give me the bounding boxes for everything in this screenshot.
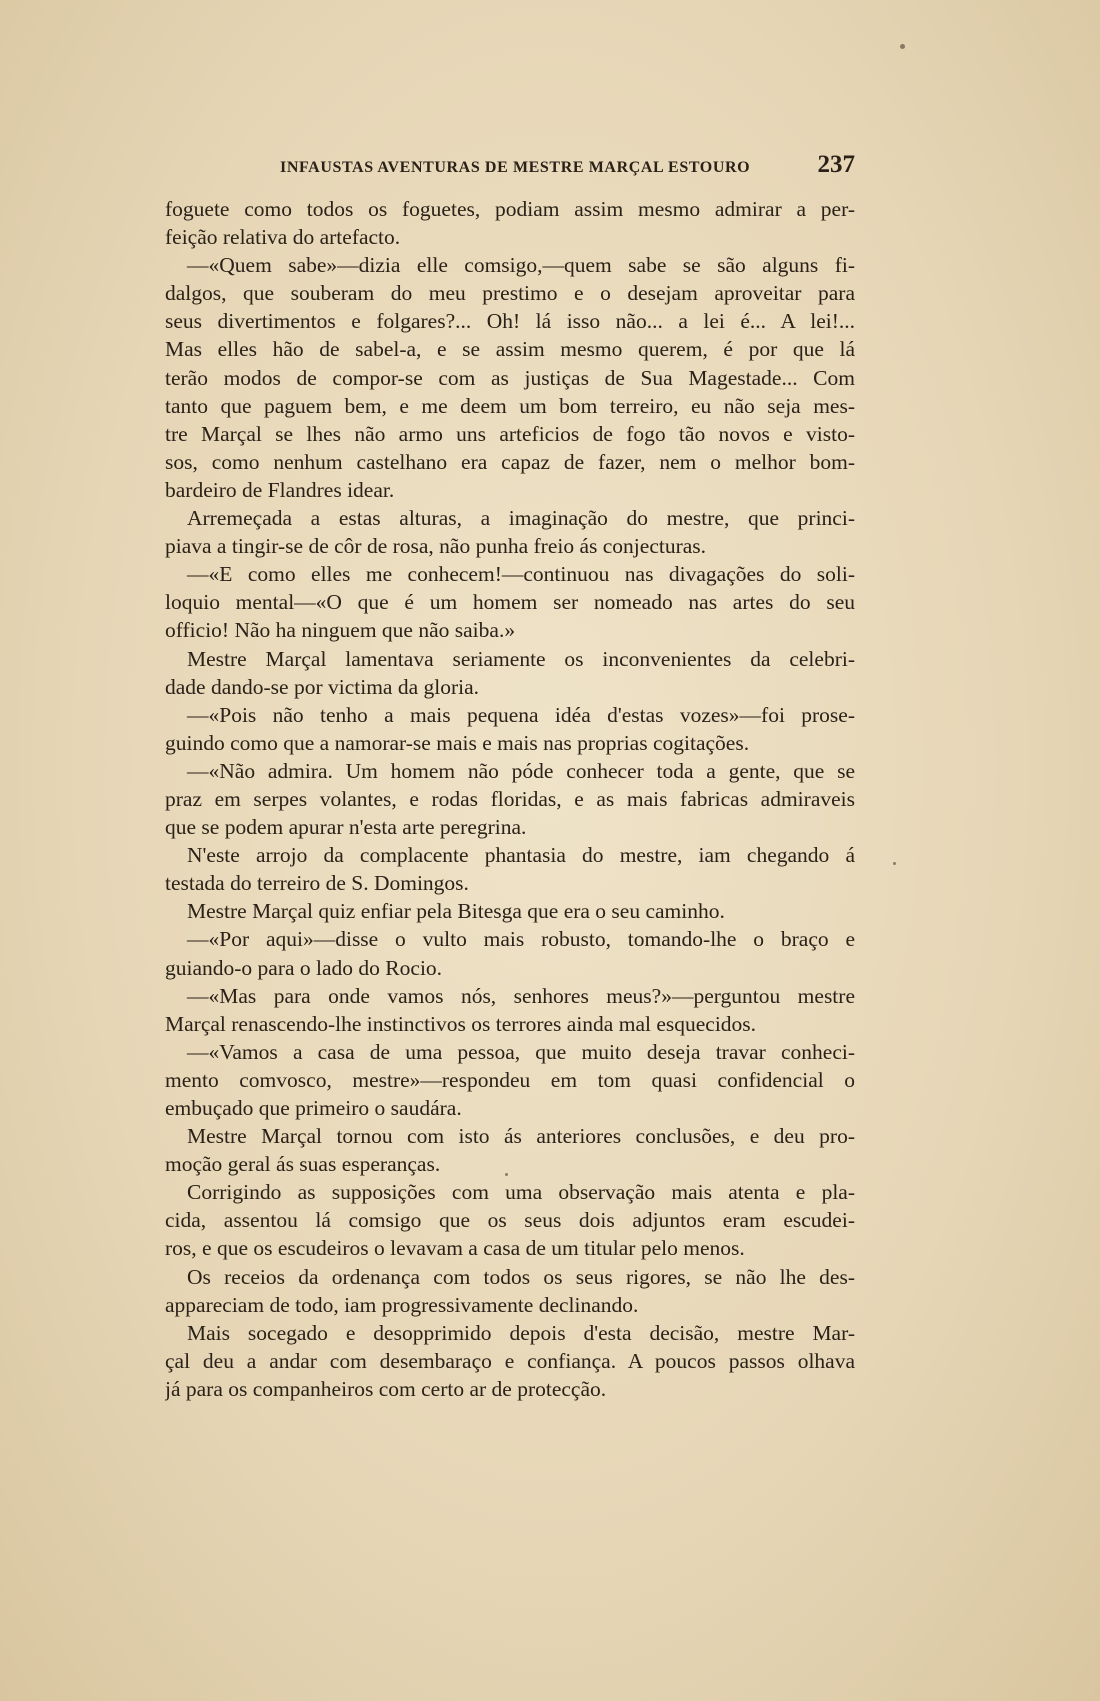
paper-speck (505, 1173, 508, 1176)
text-line: —«Pois não tenho a mais pequena idéa d'estas vozes»—foi prose- (187, 702, 855, 727)
text-line: feição relativa do artefacto. (165, 225, 401, 250)
text-line: guiando-o para o lado do Rocio. (165, 955, 443, 980)
text-line: bardeiro de Flandres idear. (165, 477, 395, 502)
text-line: —«Mas para onde vamos nós, senhores meus?»—perguntou mestre (187, 983, 855, 1008)
text-line: appareciam de todo, iam progressivamente declinando. (165, 1292, 639, 1317)
text-line: sos, como nenhum castelhano era capaz de fazer, nem o melhor bom- (165, 449, 855, 474)
running-title: INFAUSTAS AVENTURAS DE MESTRE MARÇAL ESTOURO (280, 159, 751, 176)
text-line: —«Não admira. Um homem não póde conhecer toda a gente, que se (187, 758, 855, 783)
text-line: officio! Não ha ninguem que não saiba.» (165, 618, 516, 643)
text-line: —«E como elles me conhecem!—continuou nas divagações do soli- (187, 562, 855, 587)
text-line: terão modos de compor-se com as justiças de Sua Magestade... Com (165, 365, 855, 390)
body-text (165, 195, 855, 1403)
text-line: loquio mental—«O que é um homem ser nomeado nas artes do seu (165, 590, 855, 615)
text-line: ros, e que os escudeiros o levavam a casa de um titular pelo menos. (165, 1236, 745, 1261)
text-line: çal deu a andar com desembaraço e confiança. A poucos passos olhava (165, 1348, 855, 1373)
text-line: —«Por aqui»—disse o vulto mais robusto, tomando-lhe o braço e (187, 927, 855, 952)
text-line: piava a tingir-se de côr de rosa, não punha freio ás conjecturas. (165, 534, 707, 559)
text-line: Mestre Marçal lamentava seriamente os inconvenientes da celebri- (187, 646, 855, 671)
paper-speck (893, 862, 896, 865)
text-line: guindo como que a namorar-se mais e mais nas proprias cogitações. (165, 730, 750, 755)
text-line: Mestre Marçal quiz enfiar pela Bitesga que era o seu caminho. (187, 899, 725, 924)
text-line: dalgos, que souberam do meu prestimo e o desejam aproveitar para (165, 281, 855, 306)
page-number: 237 (817, 151, 855, 178)
text-line: testada do terreiro de S. Domingos. (165, 871, 469, 896)
text-line: Corrigindo as supposições com uma observação mais atenta e pla- (187, 1180, 855, 1205)
text-line: Os receios da ordenança com todos os seus rigores, se não lhe des- (187, 1264, 855, 1289)
text-line: embuçado que primeiro o saudára. (165, 1096, 462, 1120)
text-line: Mestre Marçal tornou com isto ás anteriores conclusões, e deu pro- (187, 1124, 855, 1149)
text-line: que se podem apurar n'esta arte peregrina. (165, 815, 527, 840)
text-line: tre Marçal se lhes não armo uns arteficios de fogo tão novos e visto- (165, 421, 855, 446)
text-line: Mas elles hão de sabel-a, e se assim mesmo querem, é por que lá (165, 337, 855, 362)
text-line: Arremeçada a estas alturas, a imaginação do mestre, que princi- (187, 506, 855, 531)
text-line: praz em serpes volantes, e rodas floridas, e as mais fabricas admiraveis (165, 786, 855, 811)
text-line: já para os companheiros com certo ar de protecção. (165, 1376, 607, 1401)
text-line: mento comvosco, mestre»—respondeu em tom quasi confidencial o (165, 1067, 855, 1092)
text-line: moção geral ás suas esperanças. (165, 1152, 441, 1177)
running-header (165, 153, 855, 187)
text-line: Mais socegado e desopprimido depois d'esta decisão, mestre Mar- (187, 1320, 855, 1345)
text-line: tanto que paguem bem, e me deem um bom terreiro, eu não seja mes- (165, 393, 855, 418)
text-line: cida, assentou lá comsigo que os seus dois adjuntos eram escudei- (165, 1208, 855, 1233)
text-line: —«Quem sabe»—dizia elle comsigo,—quem sabe se são alguns fi- (187, 253, 855, 278)
text-line: Marçal renascendo-lhe instinctivos os terrores ainda mal esquecidos. (165, 1011, 757, 1036)
text-line: dade dando-se por victima da gloria. (165, 674, 480, 699)
text-line: N'este arrojo da complacente phantasia do mestre, iam chegando á (187, 843, 855, 868)
text-line: foguete como todos os foguetes, podiam assim mesmo admirar a per- (165, 197, 855, 221)
text-line: —«Vamos a casa de uma pessoa, que muito deseja travar conheci- (187, 1039, 855, 1064)
paper-speck (900, 44, 905, 49)
text-line: seus divertimentos e folgares?... Oh! lá isso não... a lei é... A lei!... (165, 309, 855, 334)
